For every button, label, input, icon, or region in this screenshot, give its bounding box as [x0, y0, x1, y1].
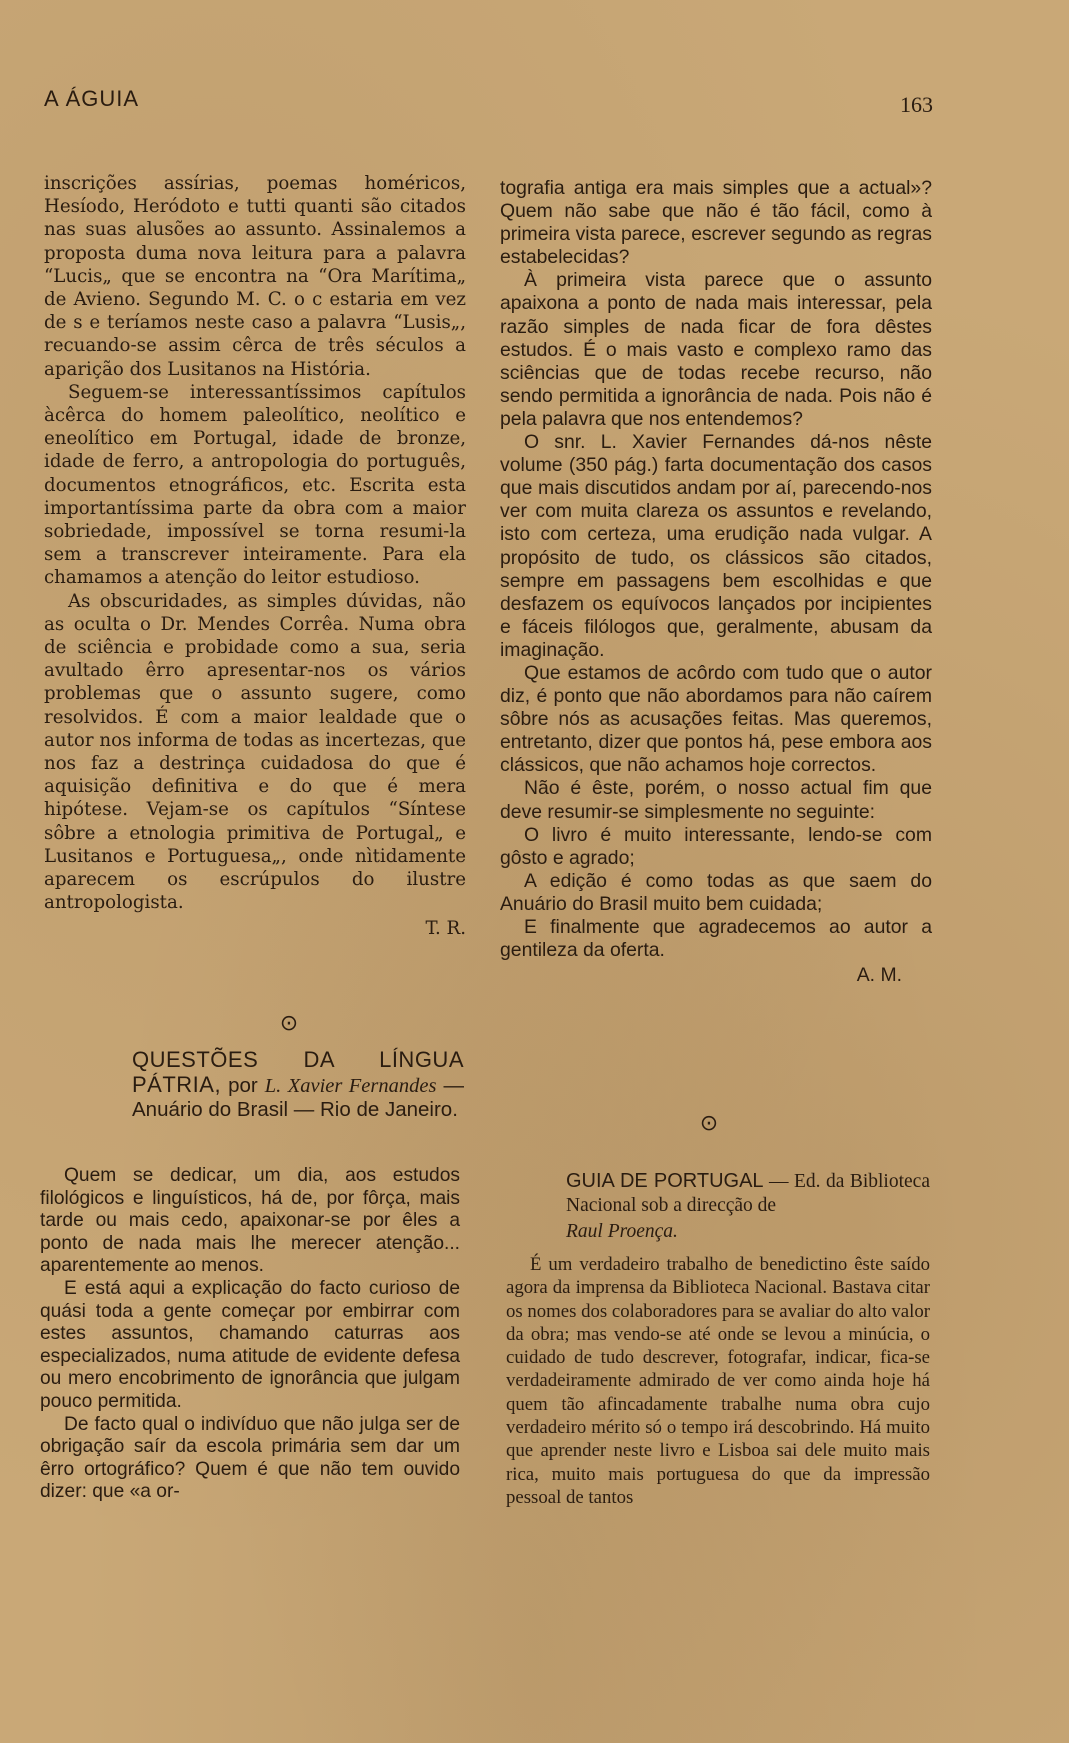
- running-title: A ÁGUIA: [44, 86, 140, 111]
- book-title: GUIA DE PORTUGAL: [566, 1170, 764, 1192]
- paragraph: tografia antiga era mais simples que a actual»? Quem não sabe que não é tão fácil, como à primeira vista parece, escrever segundo as regras estabelecidas?: [500, 177, 932, 269]
- left-column-top: [44, 172, 466, 940]
- right-column-bottom: [506, 1253, 930, 1509]
- section-separator-icon: ⊙: [699, 1111, 719, 1136]
- paragraph: À primeira vista parece que o assunto apaixona a ponto de nada mais interessar, pela razão simples de nada ficar de fora dêstes estudos. É o mais vasto e complexo ramo das sciências que de todas recebe recurso, não sendo permitida a ignorância de nada. Pois não é pela palavra que nos entendemos?: [500, 269, 932, 430]
- page-number: 163: [900, 92, 933, 117]
- paragraph: inscrições assírias, poemas homéricos, Hesíodo, Heródoto e tutti quanti são citados nas suas alusões ao assunto. Assinalemos a proposta duma nova leitura para a palavra “Lucis„ que se encontra na “Ora Marítima„ de Avieno. Segundo M. C. o c estaria em vez de s e teríamos neste caso a palavra “Lusis„, recuando-se assim cêrca de três séculos a aparição dos Lusitanos na História.: [44, 173, 466, 380]
- book-author: Raul Proença.: [566, 1221, 678, 1242]
- section-separator-icon: ⊙: [279, 1011, 299, 1036]
- book-publisher: — Anuário do Brasil — Rio de Janeiro.: [132, 1074, 464, 1121]
- left-column-bottom: [40, 1165, 460, 1504]
- paragraph: Que estamos de acôrdo com tudo que o autor diz, é ponto que não abordamos para não caírem sôbre nós as acusações feitas. Mas queremos, entretanto, dizer que pontos há, pese embora aos clássicos, que não achamos hoje correctos.: [500, 661, 932, 777]
- by-word: por: [221, 1074, 265, 1097]
- book-title: QUESTÕES DA LÍNGUA PÁTRIA,: [132, 1047, 464, 1097]
- book-publisher: — Ed. da Biblioteca Nacional sob a direcção de: [566, 1171, 930, 1216]
- paragraph: É um verdadeiro trabalho de benedictino êste saído agora da imprensa da Biblioteca Nacional. Bastava citar os nomes dos colaboradores para se avaliar do alto valor da obra; mas vendo-se até onde se levou a minúcia, o cuidado de tudo descrever, fotografar, indicar, fica-se verdadeiramente admirado de ver como ainda hoje há quem tão afincadamente trabalhe numa obra cujo verdadeiro mérito só o tempo irá descobrindo. Há muito que aprender neste livro e Lisboa sai dele muito mais rica, muito mais portuguesa do que da impressão pessoal de tantos: [506, 1254, 930, 1508]
- paragraph: E finalmente que agradecemos ao autor a gentileza da oferta.: [500, 916, 932, 962]
- page-header: [44, 78, 933, 118]
- book-author: L. Xavier Fernandes: [264, 1075, 437, 1097]
- right-column-top: [500, 177, 932, 987]
- paragraph: As obscuridades, as simples dúvidas, não as oculta o Dr. Mendes Corrêa. Numa obra de sciência e probidade como a sua, seria avultado êrro apresentar-nos os vários problemas que o assunto sugere, como resolvidos. É com a maior lealdade que o autor nos informa de todas as incertezas, que nos faz a destrinça cuidadosa do que é aquisição definitiva e do que é mera hipótese. Vejam-se os capítulos “Síntese sôbre a etnologia primitiva de Portugal„ e Lusitanos e Portuguesa„, onde nìtidamente aparecem os escrúpulos do ilustre antropologista.: [44, 590, 466, 914]
- paragraph: De facto qual o indivíduo que não julga ser de obrigação saír da escola primária sem dar um êrro ortográfico? Quem é que não tem ouvido dizer: que «a or-: [40, 1413, 460, 1503]
- review-heading-lingua-patria: [132, 1048, 464, 1122]
- review-signature: T. R.: [425, 917, 466, 939]
- paragraph: A edição é como todas as que saem do Anuário do Brasil muito bem cuidada;: [500, 869, 932, 915]
- paragraph: Seguem-se interessantíssimos capítulos àcêrca do homem paleolítico, neolítico e eneolítico em Portugal, idade de bronze, idade de ferro, a antropologia do português, documentos etnográficos, etc. Escrita esta importantíssima parte da obra com a maior sobriedade, impossível se torna resumi-la sem a transcrever inteiramente. Para ela chamamos a atenção do leitor estudioso.: [44, 381, 466, 589]
- paragraph: Quem se dedicar, um dia, aos estudos filológicos e linguísticos, há de, por fôrça, mais tarde ou mais cedo, apaixonar-se por êles a ponto de nada mais lhe merecer atenção... aparentemente ao menos.: [40, 1165, 460, 1277]
- paragraph: O snr. L. Xavier Fernandes dá-nos nêste volume (350 pág.) farta documentação dos casos que mais discutidos andam por aí, parecendo-nos ver com muita clareza os assuntos e revelando, isto com certeza, uma erudição nada vulgar. A propósito de tudo, os clássicos são citados, sempre em passagens bem escolhidas e que desfazem os equívocos lançados por incipientes e fáceis filólogos que, geralmente, abusam da imaginação.: [500, 431, 932, 661]
- paragraph: Não é êste, porém, o nosso actual fim que deve resumir-se simplesmente no seguinte:: [500, 777, 932, 823]
- paragraph: O livro é muito interessante, lendo-se com gôsto e agrado;: [500, 823, 932, 869]
- paragraph: E está aqui a explicação do facto curioso de quási toda a gente começar por embirrar com estes assuntos, chamando caturras aos especializados, numa atitude de evidente defesa ou mero encobrimento de ignorância que julgam pouco permitida.: [40, 1277, 460, 1412]
- review-heading-guia-portugal: [566, 1169, 930, 1244]
- review-signature: A. M.: [856, 964, 902, 987]
